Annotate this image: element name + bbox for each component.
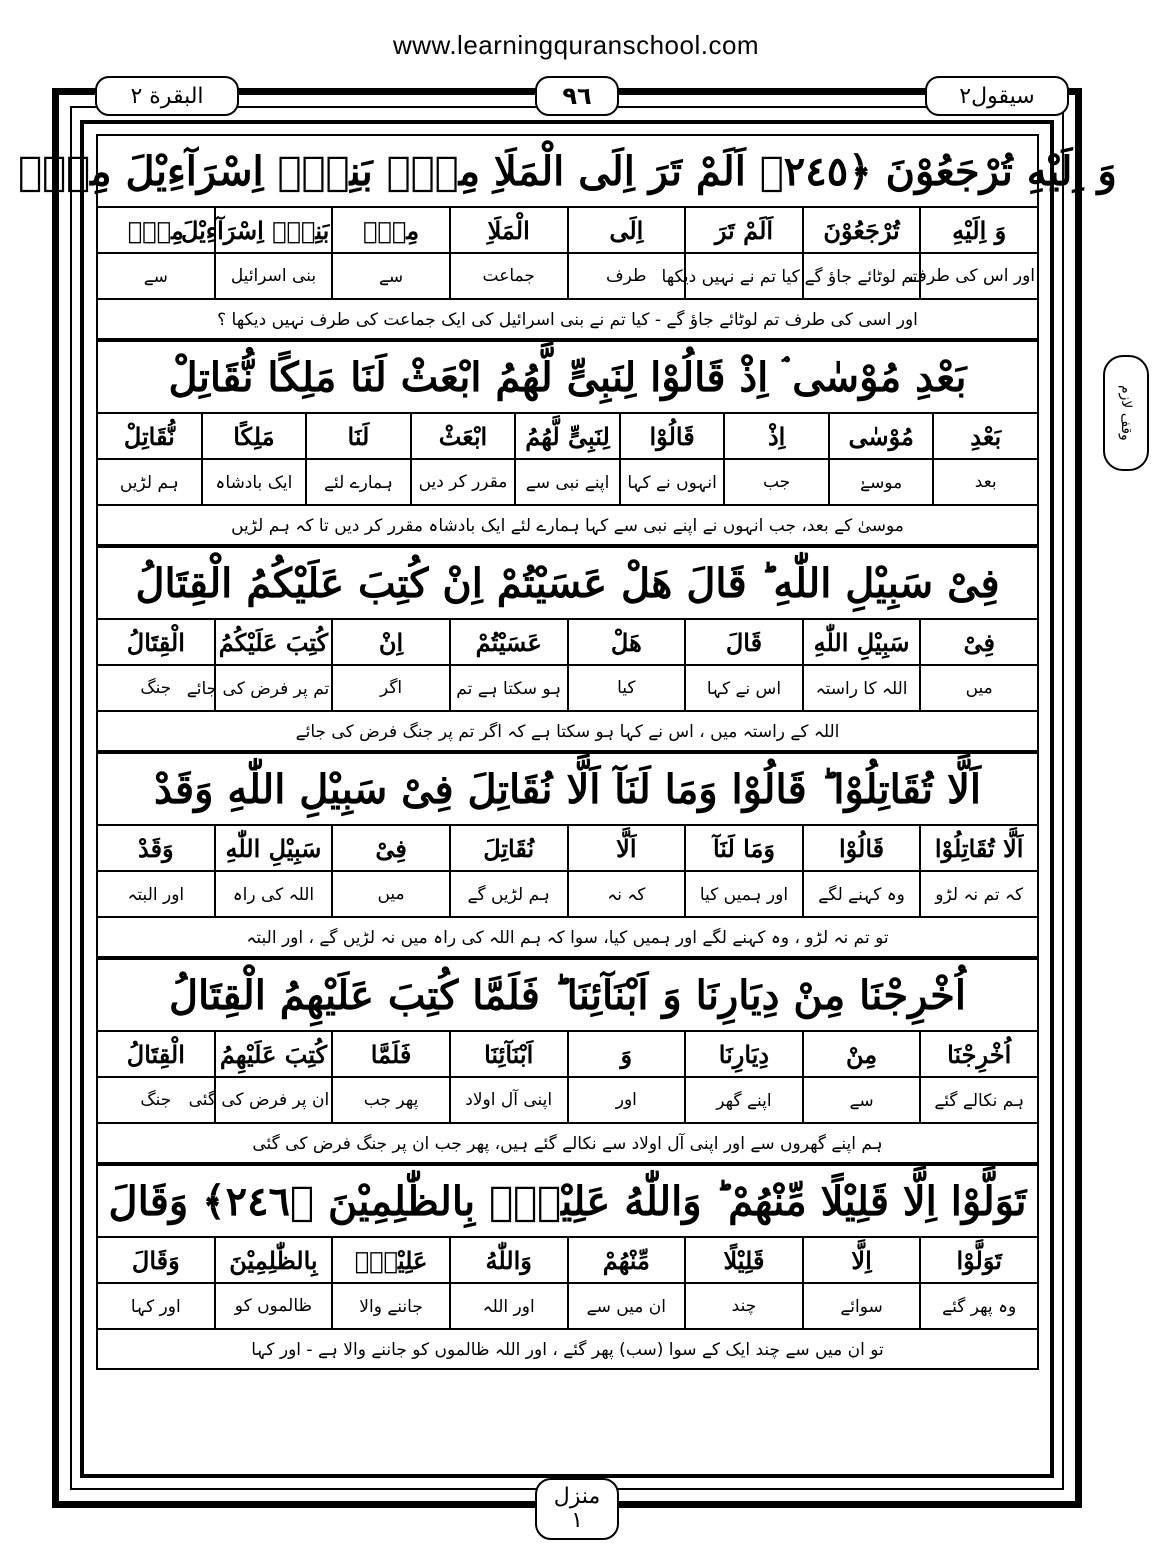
surah-name-label: البقرة ٢ bbox=[95, 76, 239, 116]
arabic-word-cell: اِنْ bbox=[332, 619, 450, 665]
arabic-word-cell: عَلِيْمٌۢ bbox=[332, 1237, 450, 1283]
arabic-words-row bbox=[97, 1237, 1038, 1283]
verse-block bbox=[96, 340, 1039, 546]
arabic-word-cell: وَ اِلَيْهِ bbox=[920, 207, 1038, 253]
arabic-word-cell: وَمَا لَنَآ bbox=[685, 825, 803, 871]
arabic-word-cell: اِذْ bbox=[724, 413, 829, 459]
urdu-meaning-cell: طرف bbox=[568, 253, 686, 299]
arabic-words-row bbox=[97, 825, 1038, 871]
urdu-meaning-cell: مقرر کر دیں bbox=[411, 459, 516, 505]
arabic-word-cell: وَ bbox=[568, 1031, 686, 1077]
arabic-word-cell: بَنِىْۤ اِسْرَآءِيْلَ bbox=[215, 207, 333, 253]
arabic-word-cell: لِنَبِىٍّ لَّهُمُ bbox=[515, 413, 620, 459]
urdu-meaning-cell: ہم لڑیں گے bbox=[450, 871, 568, 917]
urdu-meaning-cell: موسےٰ bbox=[829, 459, 934, 505]
arabic-word-cell: عَسَيْتُمْ bbox=[450, 619, 568, 665]
arabic-word-cell: اُخْرِجْنَا bbox=[920, 1031, 1038, 1077]
urdu-meaning-cell: بنی اسرائیل bbox=[215, 253, 333, 299]
arabic-verse-line: بَعْدِ مُوْسٰى ۘ اِذْ قَالُوْا لِنَبِىٍّ لَّهُمُ ابْعَثْ لَنَا مَلِكًا نُّقَاتِلْ bbox=[96, 340, 1039, 412]
arabic-word-cell: نُقَاتِلَ bbox=[450, 825, 568, 871]
arabic-word-cell: فَلَمَّا bbox=[332, 1031, 450, 1077]
arabic-word-cell: اَلَمْ تَرَ bbox=[685, 207, 803, 253]
urdu-meanings-row bbox=[97, 1283, 1038, 1329]
urdu-meaning-cell: جنگ bbox=[97, 665, 215, 711]
urdu-meaning-cell: تم لوٹائے جاؤ گے bbox=[803, 253, 921, 299]
arabic-word-cell: اَبْنَآئِنَا bbox=[450, 1031, 568, 1077]
arabic-word-cell: الْقِتَالُ bbox=[97, 619, 215, 665]
urdu-meaning-cell: کہ نہ bbox=[568, 871, 686, 917]
page-number: ٩٦ bbox=[535, 76, 619, 116]
arabic-word-cell: مِنْۢ bbox=[332, 207, 450, 253]
arabic-word-cell: اَلَّا تُقَاتِلُوْا bbox=[920, 825, 1038, 871]
arabic-word-cell: تُرْجَعُوْنَ bbox=[803, 207, 921, 253]
urdu-meaning-cell: پھر جب bbox=[332, 1077, 450, 1123]
urdu-meaning-cell: جنگ bbox=[97, 1077, 215, 1123]
urdu-meaning-cell: جماعت bbox=[450, 253, 568, 299]
arabic-word-cell: مِنْ bbox=[803, 1031, 921, 1077]
arabic-word-cell: اِلَى bbox=[568, 207, 686, 253]
urdu-meaning-cell: جاننے والا bbox=[332, 1283, 450, 1329]
urdu-meaning-cell: اپنی آل اولاد bbox=[450, 1077, 568, 1123]
arabic-verse-line: وَ اِلَيْهِ تُرْجَعُوْنَ ﴿٢٤٥﴾ اَلَمْ تَرَ اِلَى الْمَلَاِ مِنْۢ بَنِىْۤ اِسْرَآءِيْلَ مِنْۢ bbox=[96, 134, 1039, 206]
urdu-meaning-cell: اپنے نبی سے bbox=[515, 459, 620, 505]
word-by-word-table bbox=[96, 618, 1039, 712]
juz-name-label: سیقول٢ bbox=[925, 76, 1069, 116]
urdu-meaning-cell: اور کہا bbox=[97, 1283, 215, 1329]
website-url: www.learningquranschool.com bbox=[392, 30, 760, 60]
urdu-meaning-cell: ہمارے لئے bbox=[306, 459, 411, 505]
urdu-meaning-cell: اس نے کہا bbox=[685, 665, 803, 711]
arabic-word-cell: لَنَا bbox=[306, 413, 411, 459]
arabic-word-cell: بِالظّٰلِمِيْنَ bbox=[215, 1237, 333, 1283]
urdu-meaning-cell: اگر bbox=[332, 665, 450, 711]
urdu-meaning-cell: ہو سکتا ہے تم bbox=[450, 665, 568, 711]
verse-block bbox=[96, 752, 1039, 958]
arabic-word-cell: الْمَلَاِ bbox=[450, 207, 568, 253]
urdu-meaning-cell: اور bbox=[568, 1077, 686, 1123]
arabic-word-cell: فِىْ bbox=[920, 619, 1038, 665]
urdu-meaning-cell: سے bbox=[803, 1077, 921, 1123]
urdu-meaning-cell: سے bbox=[97, 253, 215, 299]
arabic-words-row bbox=[97, 207, 1038, 253]
arabic-verse-line: تَوَلَّوْا اِلَّا قَلِيْلًا مِّنْهُمْ ؕ وَاللّٰهُ عَلِيْمٌۢ بِالظّٰلِمِيْنَ ﴿٢٤٦﴾ وَقَالَ bbox=[96, 1164, 1039, 1236]
urdu-meaning-cell: انہوں نے کہا bbox=[620, 459, 725, 505]
arabic-verse-line: اُخْرِجْنَا مِنْ دِيَارِنَا وَ اَبْنَآئِنَا ؕ فَلَمَّا كُتِبَ عَلَيْهِمُ الْقِتَالُ bbox=[96, 958, 1039, 1030]
urdu-meanings-row bbox=[97, 665, 1038, 711]
arabic-word-cell: وَاللّٰهُ bbox=[450, 1237, 568, 1283]
urdu-meaning-cell: ہم لڑیں bbox=[97, 459, 202, 505]
urdu-meanings-row bbox=[97, 871, 1038, 917]
verses-container bbox=[18, 134, 1117, 1370]
urdu-meaning-cell: اپنے گھر bbox=[685, 1077, 803, 1123]
arabic-word-cell: الْقِتَالُ bbox=[97, 1031, 215, 1077]
arabic-word-cell: وَقَالَ bbox=[97, 1237, 215, 1283]
word-by-word-table bbox=[96, 412, 1039, 506]
arabic-word-cell: نُّقَاتِلْ bbox=[97, 413, 202, 459]
verse-block bbox=[96, 958, 1039, 1164]
arabic-verse-line: اَلَّا تُقَاتِلُوْا ؕ قَالُوْا وَمَا لَنَآ اَلَّا نُقَاتِلَ فِىْ سَبِيْلِ اللّٰهِ وَقَدْ bbox=[96, 752, 1039, 824]
urdu-meaning-cell: جب bbox=[724, 459, 829, 505]
urdu-meanings-row bbox=[97, 253, 1038, 299]
urdu-meaning-cell: اور ہمیں کیا bbox=[685, 871, 803, 917]
arabic-words-row bbox=[97, 413, 1038, 459]
arabic-word-cell: ابْعَثْ bbox=[411, 413, 516, 459]
arabic-word-cell: بَعْدِ bbox=[933, 413, 1038, 459]
arabic-word-cell: كُتِبَ عَلَيْكُمُ bbox=[215, 619, 333, 665]
urdu-meaning-cell: سے bbox=[332, 253, 450, 299]
manzil-label: منزل bbox=[553, 1484, 601, 1509]
urdu-meaning-cell: وہ کہنے لگے bbox=[803, 871, 921, 917]
arabic-words-row bbox=[97, 1031, 1038, 1077]
urdu-meanings-row bbox=[97, 459, 1038, 505]
urdu-meaning-cell: چند bbox=[685, 1283, 803, 1329]
urdu-meaning-cell: اللہ کا راستہ bbox=[803, 665, 921, 711]
urdu-meaning-cell: سوائے bbox=[803, 1283, 921, 1329]
word-by-word-table bbox=[96, 1236, 1039, 1330]
arabic-word-cell: وَقَدْ bbox=[97, 825, 215, 871]
urdu-meaning-cell: اور اللہ bbox=[450, 1283, 568, 1329]
arabic-word-cell: مِّنْهُمْ bbox=[568, 1237, 686, 1283]
word-by-word-table bbox=[96, 206, 1039, 300]
urdu-translation-line: تو تم نہ لڑو ، وہ کہنے لگے اور ہمیں کیا، سوا کہ ہم اللہ کی راہ میں نہ لڑیں گے ، اور البتہ bbox=[96, 918, 1039, 958]
word-by-word-table bbox=[96, 1030, 1039, 1124]
verse-block bbox=[96, 546, 1039, 752]
waqf-marker: وقف لازم bbox=[1103, 355, 1149, 471]
arabic-word-cell: مُوْسٰى bbox=[829, 413, 934, 459]
urdu-translation-line: اللہ کے راستہ میں ، اس نے کہا ہو سکتا ہے کہ اگر تم پر جنگ فرض کی جائے bbox=[96, 712, 1039, 752]
arabic-word-cell: سَبِيْلِ اللّٰهِ bbox=[215, 825, 333, 871]
urdu-meaning-cell: تم پر فرض کی جائے bbox=[215, 665, 333, 711]
urdu-meaning-cell: بعد bbox=[933, 459, 1038, 505]
urdu-meaning-cell: کیا bbox=[568, 665, 686, 711]
urdu-meanings-row bbox=[97, 1077, 1038, 1123]
arabic-word-cell: اَلَّا bbox=[568, 825, 686, 871]
urdu-meaning-cell: اور اس کی طرف bbox=[920, 253, 1038, 299]
urdu-translation-line: اور اسی کی طرف تم لوٹائے جاؤ گے - کیا تم نے بنی اسرائیل کی ایک جماعت کی طرف نہیں دیکھا ؟ bbox=[96, 300, 1039, 340]
arabic-words-row bbox=[97, 619, 1038, 665]
urdu-meaning-cell: وہ پھر گئے bbox=[920, 1283, 1038, 1329]
manzil-number: ١ bbox=[571, 1508, 583, 1533]
arabic-word-cell: اِلَّا bbox=[803, 1237, 921, 1283]
urdu-translation-line: موسیٰ کے بعد، جب انہوں نے اپنے نبی سے کہا ہمارے لئے ایک بادشاہ مقرر کر دیں تا کہ ہم لڑیں bbox=[96, 506, 1039, 546]
manzil-marker bbox=[535, 1478, 619, 1540]
word-by-word-table bbox=[96, 824, 1039, 918]
urdu-translation-line: تو ان میں سے چند ایک کے سوا (سب) پھر گئے ، اور اللہ ظالموں کو جاننے والا ہے - اور کہا bbox=[96, 1330, 1039, 1370]
urdu-meaning-cell: ایک بادشاہ bbox=[202, 459, 307, 505]
urdu-meaning-cell: اللہ کی راہ bbox=[215, 871, 333, 917]
arabic-word-cell: فِىْ bbox=[332, 825, 450, 871]
arabic-word-cell: مَلِكًا bbox=[202, 413, 307, 459]
arabic-word-cell: هَلْ bbox=[568, 619, 686, 665]
urdu-meaning-cell: کیا تم نے نہیں دیکھا bbox=[685, 253, 803, 299]
arabic-verse-line: فِىْ سَبِيْلِ اللّٰهِ ؕ قَالَ هَلْ عَسَيْتُمْ اِنْ كُتِبَ عَلَيْكُمُ الْقِتَالُ bbox=[96, 546, 1039, 618]
arabic-word-cell: قَلِيْلًا bbox=[685, 1237, 803, 1283]
arabic-word-cell: دِيَارِنَا bbox=[685, 1031, 803, 1077]
arabic-word-cell: كُتِبَ عَلَيْهِمُ bbox=[215, 1031, 333, 1077]
urdu-meaning-cell: ان پر فرض کی گئی bbox=[215, 1077, 333, 1123]
urdu-meaning-cell: میں bbox=[332, 871, 450, 917]
urdu-meaning-cell: کہ تم نہ لڑو bbox=[920, 871, 1038, 917]
arabic-word-cell: تَوَلَّوْا bbox=[920, 1237, 1038, 1283]
arabic-word-cell: مِنْۢ bbox=[97, 207, 215, 253]
urdu-meaning-cell: میں bbox=[920, 665, 1038, 711]
verse-block bbox=[96, 1164, 1039, 1370]
urdu-translation-line: ہم اپنے گھروں سے اور اپنی آل اولاد سے نکالے گئے ہیں، پھر جب ان پر جنگ فرض کی گئی bbox=[96, 1124, 1039, 1164]
urdu-meaning-cell: ان میں سے bbox=[568, 1283, 686, 1329]
verse-block bbox=[18, 134, 1117, 340]
arabic-word-cell: قَالُوْا bbox=[803, 825, 921, 871]
arabic-word-cell: قَالَ bbox=[685, 619, 803, 665]
urdu-meaning-cell: اور البتہ bbox=[97, 871, 215, 917]
urdu-meaning-cell: ظالموں کو bbox=[215, 1283, 333, 1329]
arabic-word-cell: سَبِيْلِ اللّٰهِ bbox=[803, 619, 921, 665]
arabic-word-cell: قَالُوْا bbox=[620, 413, 725, 459]
urdu-meaning-cell: ہم نکالے گئے bbox=[920, 1077, 1038, 1123]
